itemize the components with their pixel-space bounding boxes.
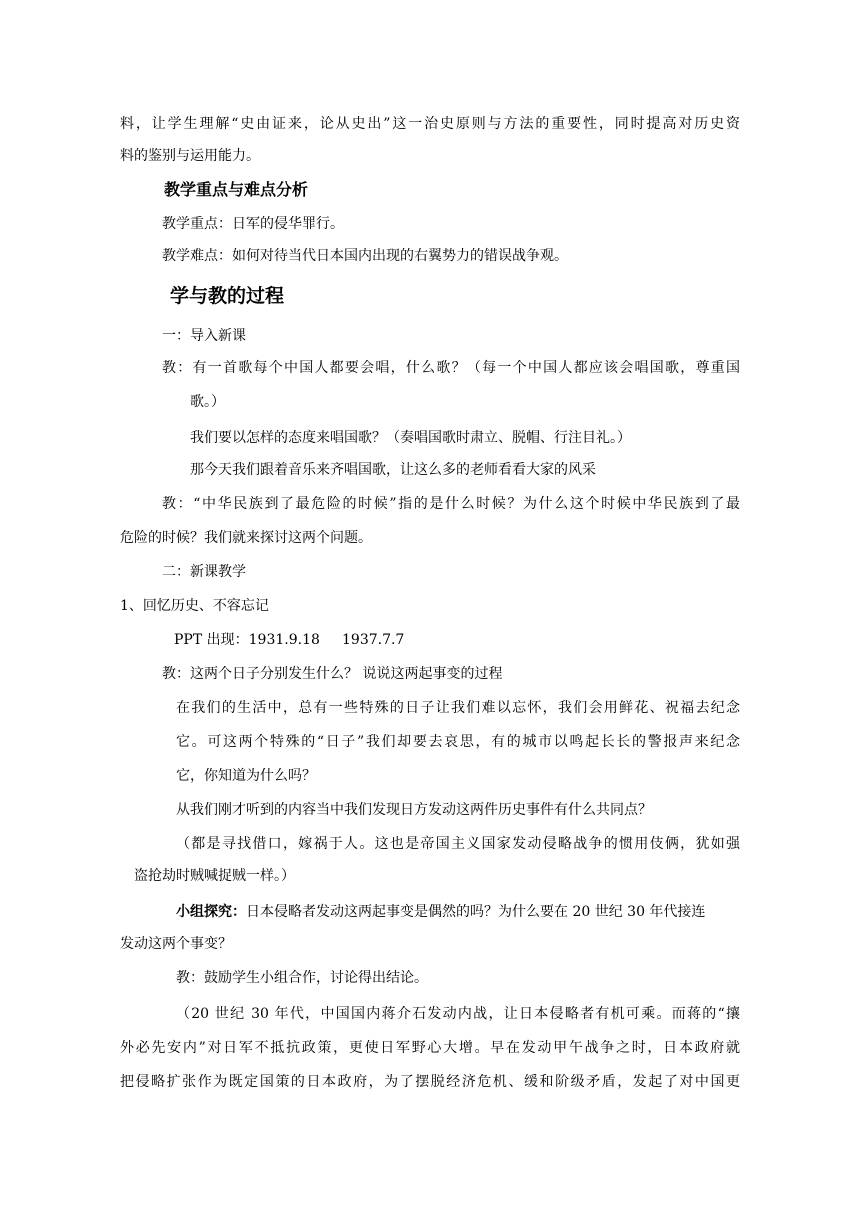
paragraph-line: 二：新课教学 (162, 564, 246, 580)
paragraph-line: 它，你知道为什么吗？ (176, 768, 316, 784)
paragraph-line: 在我们的生活中，总有一些特殊的日子让我们难以忘怀，我们会用鲜花、祝福去纪念 (176, 700, 740, 716)
paragraph-line: 把侵略扩张作为既定国策的日本政府，为了摆脱经济危机、缓和阶级矛盾，发起了对中国更 (120, 1074, 740, 1090)
paragraph-line: 从我们刚才听到的内容当中我们发现日方发动这两件历史事件有什么共同点？ (176, 802, 652, 818)
paragraph-line: 歌。） (190, 394, 225, 410)
section-heading: 学与教的过程 (170, 285, 285, 307)
paragraph-line: 教：“中华民族到了最危险的时候”指的是什么时候？为什么这个时候中华民族到了最 (162, 496, 740, 512)
paragraph-line: 危险的时候？我们就来探讨这两个问题。 (120, 530, 372, 546)
paragraph-line: 一：导入新课 (162, 328, 246, 344)
paragraph-line: 外必先安内”对日军不抵抗政策，更使日军野心大增。早在发动甲午战争之时，日本政府就 (120, 1040, 740, 1056)
paragraph-line: （都是寻找借口，嫁祸于人。这也是帝国主义国家发动侵略战争的惯用伎俩，犹如强 (176, 836, 740, 852)
paragraph-line: 盗抢劫时贼喊捉贼一样。） (134, 868, 295, 884)
paragraph-line: 教：这两个日子分别发生什么？ 说说这两起事变的过程 (162, 666, 503, 682)
emphasis-label: 小组探究： (176, 904, 246, 920)
paragraph-line: 发动这两个事变？ (120, 936, 232, 952)
section-heading: 教学重点与难点分析 (164, 180, 309, 199)
paragraph-line: 教学难点：如何对待当代日本国内出现的右翼势力的错误战争观。 (162, 248, 568, 264)
paragraph-line: 那今天我们跟着音乐来齐唱国歌，让这么多的老师看看大家的风采 (190, 462, 596, 478)
paragraph-line: 1937.7.7 (342, 632, 405, 648)
paragraph-line: 教：有一首歌每个中国人都要会唱，什么歌？（每一个中国人都应该会唱国歌，尊重国 (162, 360, 740, 376)
paragraph-line: 教学重点：日军的侵华罪行。 (162, 216, 344, 232)
paragraph-line: 料的鉴别与运用能力。 (120, 148, 260, 164)
paragraph-line: PPT 出现：1931.9.18 (174, 632, 320, 648)
paragraph-line: 教：鼓励学生小组合作，讨论得出结论。 (176, 970, 428, 986)
paragraph-line (176, 902, 705, 922)
paragraph-line: 1、回忆历史、不容忘记 (120, 598, 269, 614)
paragraph-text: 日本侵略者发动这两起事变是偶然的吗？为什么要在 20 世纪 30 年代接连 (246, 904, 706, 920)
paragraph-line: （20 世纪 30 年代，中国国内蒋介石发动内战，让日本侵略者有机可乘。而蒋的“攘 (176, 1006, 740, 1022)
paragraph-line: 它。可这两个特殊的“日子”我们却要去哀思，有的城市以鸣起长长的警报声来纪念 (176, 734, 740, 750)
paragraph-line: 料，让学生理解“史由证来，论从史出”这一治史原则与方法的重要性，同时提高对历史资 (120, 116, 740, 132)
paragraph-line: 我们要以怎样的态度来唱国歌？（奏唱国歌时肃立、脱帽、行注目礼。） (190, 430, 631, 446)
